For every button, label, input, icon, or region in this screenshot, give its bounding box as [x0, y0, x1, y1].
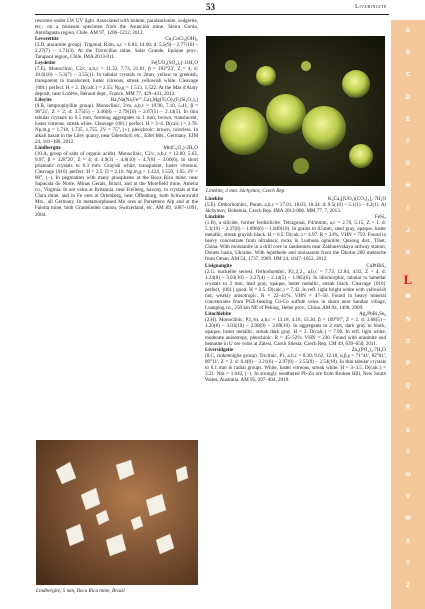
- index-letter-c[interactable]: C: [405, 72, 411, 79]
- index-letter-y[interactable]: Y: [405, 560, 410, 567]
- continued-text: [35, 18, 198, 36]
- header-rule: [35, 14, 389, 15]
- right-column: [205, 196, 386, 383]
- mineral-formula: FeSi₂: [374, 214, 386, 221]
- index-letter-z[interactable]: Z: [406, 583, 410, 589]
- index-letter-l[interactable]: L: [403, 272, 413, 288]
- mineral-name: Leydetite: [35, 60, 56, 67]
- index-letter-e[interactable]: E: [405, 116, 410, 123]
- index-letter-s[interactable]: S: [405, 427, 410, 434]
- index-letter-k[interactable]: K: [405, 250, 411, 256]
- mineral-entry: [35, 97, 198, 145]
- index-letter-h[interactable]: H: [405, 183, 411, 190]
- entry-text: (2.H). Monoclinic, P2₁/m, a,b,c = 13.18, 4.18, 15.30, β = 109°07', Z = 2. d: 3.68(5) – 3.20(8) – 3.03(10) – 2.98(9) – 2.89(10). In aggregates to 2 mm, dark gray to black, opaque, luster metallic, streak dark gray. H = 3. D(calc.) = 7.90. In refl. light white, moderate anisotropy, pleochroic. R = 45–52%. VHN = 230. Found with uraninite and hematite in U ore veins at Zálesí, Czech Silesia, Czech Rep. CM 49, 639–650, 2011.: [205, 316, 386, 348]
- mineral-formula: Cu₃CoCl₂(OH)₆: [165, 36, 198, 43]
- mineral-entry: [205, 196, 386, 214]
- mineral-entry: [35, 145, 198, 218]
- mineral-name: Liloyite: [35, 96, 52, 103]
- alphabet-index-tab: [391, 20, 425, 609]
- mineral-name: Linzhiite: [205, 214, 225, 221]
- index-letter-f[interactable]: F: [406, 139, 410, 145]
- mineral-name: Lindbergite: [35, 144, 61, 151]
- mineral-formula: Mn(C₂O₄)·2H₂O: [163, 144, 198, 151]
- lindbergite-caption: Lindbergite, 5 mm, Boca Rica mine, Brazil: [36, 588, 125, 594]
- entry-text: (9.B, lamprophyllite group). Monoclinic, 2/m, a,b,c = 19.90, 7.10, 5.41, β = 96°21', Z = 2; d: 3.75(5) – 3.46(8) – 2.79(10) – 2.67(5) – 2.14(5). In thin tabular crystals to 0.5 mm, forming aggregates to 1 mm, brown, translucent, luster vitreous, streak white. Cleavage {001} perfect. H = 3–4. D(calc.) = 3.78. Np,m,g = 1.718, 1.735, 1.755, 2V = 75°, (+), pleochroic: brown, colorless. In alkali basalt in the Liley quarry, near Üdersdorf, etc., Eifel Mts., Germany. EJM 24, 181–188, 2012.: [35, 102, 198, 145]
- linekite-caption: Linekite, 3 mm. Jáchymov, Czech Rep.: [206, 188, 286, 194]
- index-letter-x[interactable]: X: [405, 538, 410, 545]
- index-letter-g[interactable]: G: [405, 161, 411, 168]
- mineral-entry: [205, 311, 386, 347]
- index-letter-i[interactable]: I: [407, 205, 409, 212]
- entry-text: (3.D, atacamite group). Trigonal, R3m, a,c = 6.84, 14.06; d: 5.5(9) – 2.77(10) – 2.27(7) – 1.71(3). At the Torrecillas mine, Salar Grande, Iquique prov., Tarapacá region, Chile. IMA 2013-011.: [35, 42, 198, 61]
- entry-text: (8.C, zinkenolgite group). Triclinic, P1, a,b,c = 8.30, 9.62, 12.18, α,β,γ = 71°41', 82°01', 80°11', Z = 2. d: 8.4(8) – 3.21(6) – 2.97(8) – 2.55(9) – 2.54(10). In thin tabular crystals to 0.1 mm in radial groups. White, luster vitreous, streak white. H = 3–3.5. D(calc.) = 3.21. Nm = 1.642, (−). In strongly weathered Pb-Zn ore from Broken Hill, New South Wales, Australia. AM 95, 397–404, 2010.: [205, 353, 386, 384]
- lindbergite-image: [36, 440, 198, 585]
- index-letter-p[interactable]: P: [405, 361, 410, 367]
- index-letter-q[interactable]: Q: [405, 383, 411, 390]
- mineral-name: Litochlebite: [205, 310, 232, 317]
- index-letter-a[interactable]: A: [405, 28, 411, 34]
- index-letter-o[interactable]: O: [405, 338, 411, 345]
- entry-text: (1.B), a silicide, former ferdisilicite. Tetragonal, P4/mmm, a,c = 2.70, 5.15, Z = 1. d: 5.1(10) – 2.37(8) – 1.896(6) – 1.849(10). In grains to 0.5mm, steel gray, opaque, luster metallic, streak grayish black. H = 6.5. D(calc.) = 4.97. R = 34%. VHN = 759. Found in heavy concentrate from ultrabasic rocks in Luobusa ophiolite, Qusong dist., Tibet, China. With moissanite in a drill core in sandstones near Zakharevskaya railway station, Donets basin, Ukraine. With lepidbeite and moissanite from the Dhofar 280 meteorite from Oman. AM 54, 1737, 1969. IJM 24, 1047–1052, 2012.: [205, 220, 386, 263]
- mineral-formula: Ag₂PbBi₄Se₈: [359, 310, 386, 317]
- entry-text: (7.E). Monoclinic, C2/c, a,b,c = 11.32, 7.73, 21.81, β = 102°23', Z = 4; d: 10.6(10) – 5.3(7) – 3.55(1). In tabular crystals to 2mm, yellow to greenish, transparent to translucent, luster vitreous, streak yellowish white. Cleavage {001} perfect. H = 2. D(calc.) = 2.55. Np,g = 1.513, 1.522. At the Mas d'Alary deposit, near Lodève, Hérault dept., France. MM 77, 429–441, 2013.: [35, 66, 198, 97]
- entry-text: (10.A, group of salts of organic acids). Monoclinic, C2/c, a,b,c = 12.00, 5.63, 9.97, β = 128°20', Z = 4; d: 4.9(3) – 4.8(10) – 4.7(8) – 3.00(6). In short prismatic crystals to 0.3 mm. Grayish white, transparent, luster vitreous. Cleavage {010} perfect. H = 2.5. D = 2.10. Np,m,g = 1.424, 1.550, 1.65, 2V = 80°, (−). In pegmatites with many phosphates at the Boca Rica mine, near Sapucaia do Norte, Minas Gerais, Brazil, and at the Morefield mine, Amelia co., Virginia. In ore veins at Britannia, near Freiberg, Saxony, in crystals at the Clara mine, and in Fe ores at Ortenberg, near Offenburg, both Schwarzwald Mts., all Germany. In metamorphosed Mn ores at Parsettens Alp and at the Falotta mine, both Graubünden canton, Switzerland, etc. AM 89, 1087–1091, 2004.: [35, 151, 198, 218]
- mineral-entry: [205, 214, 386, 262]
- mineral-formula: CuPtBiS₃: [366, 262, 386, 269]
- index-letter-j[interactable]: J: [406, 227, 410, 234]
- mineral-entry: [35, 60, 198, 96]
- index-letter-b[interactable]: B: [405, 50, 411, 57]
- index-letter-d[interactable]: D: [405, 94, 411, 101]
- index-letter-t[interactable]: T: [406, 449, 410, 456]
- left-column: [35, 18, 198, 218]
- entry-text: (2.G, nuckelite series). Orthorhombic, P2₁2₁2₁, a,b,c = 7.72, 12.84, 4.92, Z = 4. d: 3.24(8) – 3.03(10) – 2.27(4) – 2.14(5) – 1.865(6). In idiomorphic, tabular to lamellar crystals to 2 mm, lead gray, opaque, luster metallic, streak black. Cleavage {010} perfect, {001} good. H = 2.5. D(calc.) = 7.42. In refl. light bright white with yellowish tint, weakly anisotropic. R = 22–41%. VHN = 47–50. Found in heavy mineral concentrates from PGE-bearing Cu-Co sulfide veins in skarn near Sandao village, Luanping co., 250 km NE of Peking, Hebei prov., China. AM 94, 1498, 2009.: [205, 268, 386, 311]
- mineral-entry: [205, 263, 386, 311]
- running-head: Liveringite: [355, 4, 387, 10]
- page-number: 53: [206, 2, 215, 12]
- entry-text: (5.E). Orthorhombic, Pnnm, a,b,c = 17.01, 18.03, 18.34. d: 8.5(10) – 5.1(1) – 4.2(1). At Jáchymov, Bohemia, Czech Rep. IMA 2012-066. MM 77, 7, 2013.: [205, 202, 386, 215]
- entry-text: rescence under LW UV light. Associated with boleite, paralaurionite, sodgerite, etc., on a museum specimen from the Asunción mine, Sierra Gorda, Antofagasta region, Chile. AM 97, 1206–1212, 2012.: [35, 18, 198, 37]
- linekite-image: [206, 36, 385, 186]
- mineral-formula: Fe[UO₂(SO₄)₂]·11H₂O: [151, 60, 198, 67]
- index-letter-r[interactable]: R: [405, 405, 411, 412]
- mineral-entry: [35, 36, 198, 60]
- lindbergite-photo: [36, 440, 198, 585]
- index-letter-v[interactable]: V: [405, 494, 410, 501]
- mineral-formula: K₂Ca₃[(UO₂)(CO₃)₃]₂·7H₂O: [328, 196, 386, 202]
- mineral-name: Liversidgeite: [205, 347, 234, 354]
- index-letter-w[interactable]: W: [405, 516, 411, 523]
- mineral-entry: [205, 347, 386, 383]
- mineral-name: Lisiguangite: [205, 262, 232, 269]
- mineral-formula: Zn₆(PO₄)₄·7H₂O: [351, 347, 386, 354]
- mineral-name: Leverettite: [35, 36, 59, 43]
- index-letter-n[interactable]: N: [405, 316, 411, 323]
- linekite-photo: [206, 36, 385, 186]
- mineral-formula: Ba₂Na(Na,Fe²⁺,Ca)₂Mg(Ti,O)₂(F,(Si₂O₇)₂]: [110, 96, 198, 103]
- index-letter-u[interactable]: U: [405, 472, 411, 478]
- index-letter-m[interactable]: M: [405, 294, 411, 301]
- mineral-name: Linekite: [205, 196, 224, 202]
